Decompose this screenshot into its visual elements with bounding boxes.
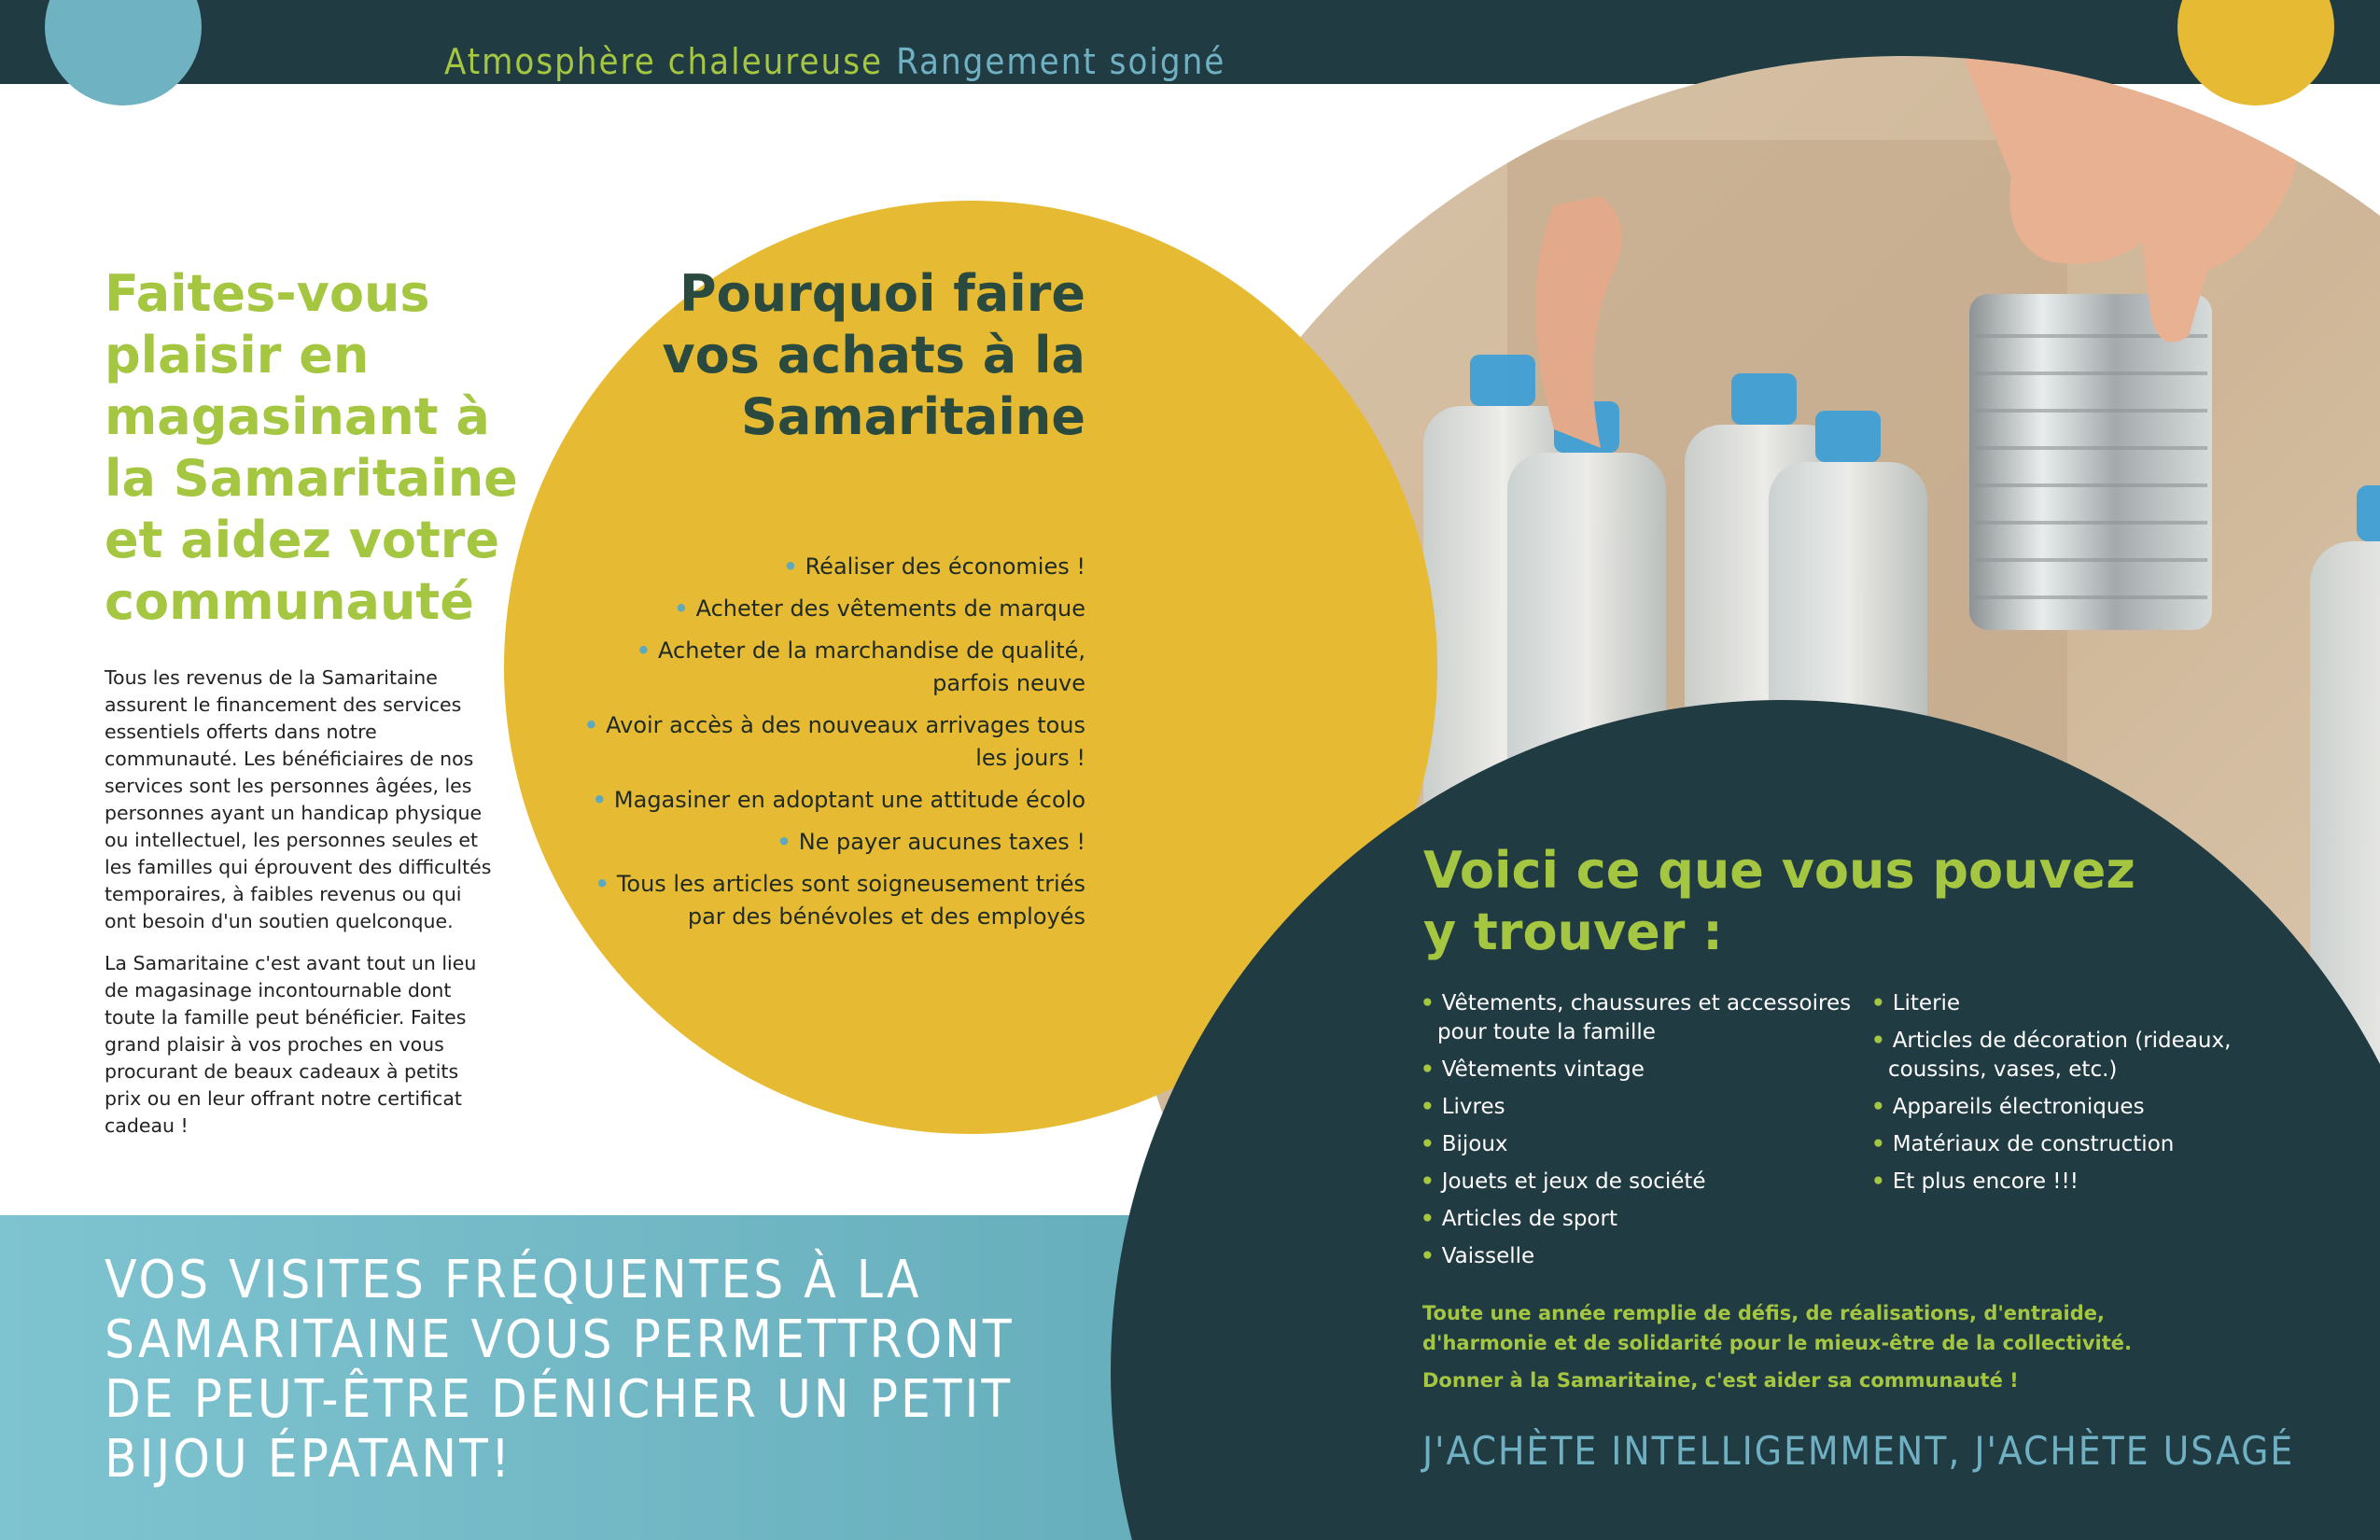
bullet-dot-icon: • [1421, 1095, 1435, 1119]
find-list-right [1871, 989, 2245, 1205]
top-right-decor-circle [2177, 0, 2334, 105]
why-item: • Réaliser des économies ! [783, 553, 1085, 580]
why-item: • Ne payer aucunes taxes ! [777, 829, 1085, 855]
bullet-dot-icon: • [592, 787, 607, 813]
find-item: • Appareils électroniques [1871, 1095, 2145, 1119]
find-item: • Literie [1871, 991, 1961, 1015]
tagline-warm-atmosphere: Atmosphère chaleureuse [444, 41, 884, 82]
intro-paragraph-2: La Samaritaine c'est avant tout un lieu de magasinage incontournable dont toute la famille peut bénéficier. Faites grand plaisir à vos proches en vous procurant de beaux cadeaux à petits prix ou en leur offrant notre certificat cadeau ! [105, 952, 477, 1137]
why-item: • Magasiner en adoptant une attitude écolo [592, 787, 1085, 813]
header-tagline [444, 41, 1225, 82]
bullet-dot-icon: • [777, 829, 791, 855]
bullet-dot-icon: • [583, 712, 599, 738]
find-item: • Livres [1421, 1095, 1505, 1119]
bullet-dot-icon: • [1421, 1207, 1435, 1231]
intro-title: Faites-vous plaisir en magasinant à la Samaritaine et aidez votre communauté [105, 264, 518, 631]
find-item: • Matériaux de construction [1871, 1132, 2175, 1156]
top-left-decor-circle [45, 0, 202, 105]
bullet-dot-icon: • [1871, 1095, 1885, 1119]
bullet-dot-icon: • [1871, 1132, 1885, 1156]
bullet-dot-icon: • [1421, 991, 1435, 1015]
find-note-1: Toute une année remplie de défis, de réalisations, d'entraide, d'harmonie et de solidarité pour le mieux-être de la collectivité. [1422, 1302, 2132, 1354]
slogan: J'ACHÈTE INTELLIGEMMENT, J'ACHÈTE USAGÉ [1422, 1428, 2295, 1474]
bullet-dot-icon: • [595, 871, 609, 897]
bullet-dot-icon: • [636, 637, 651, 664]
bullet-dot-icon: • [1421, 1132, 1435, 1156]
find-item: • Articles de sport [1421, 1207, 1617, 1231]
bullet-dot-icon: • [783, 553, 798, 580]
bullet-dot-icon: • [1871, 991, 1885, 1015]
find-item: • Articles de décoration (rideaux, coussins, vases, etc.) [1871, 1029, 2232, 1082]
why-item: • Acheter des vêtements de marque [674, 595, 1085, 622]
find-item: • Bijoux [1421, 1132, 1508, 1156]
bullet-dot-icon: • [1871, 1029, 1885, 1053]
why-item: • Acheter de la marchandise de qualité, parfois neuve [636, 637, 1085, 696]
find-item: • Vêtements vintage [1421, 1057, 1645, 1082]
why-item: • Avoir accès à des nouveaux arrivages tous les jours ! [583, 712, 1085, 771]
why-list [560, 551, 1085, 943]
intro-text [105, 665, 492, 1155]
bullet-dot-icon: • [674, 595, 689, 622]
find-item: • Vêtements, chaussures et accessoires pour toute la famille [1421, 991, 1852, 1044]
find-item: • Et plus encore !!! [1871, 1169, 2079, 1194]
tagline-neat-storage: Rangement soigné [896, 41, 1226, 82]
visit-band-text: VOS VISITES FRÉQUENTES À LA SAMARITAINE VOUS PERMETTRONT DE PEUT-ÊTRE DÉNICHER UN PETIT BIJOU ÉPATANT! [105, 1250, 1015, 1490]
bullet-dot-icon: • [1871, 1169, 1885, 1194]
find-item: • Jouets et jeux de société [1421, 1169, 1706, 1194]
bullet-dot-icon: • [1421, 1057, 1435, 1082]
bullet-dot-icon: • [1421, 1244, 1435, 1268]
find-list-left [1421, 989, 1869, 1280]
find-note [1422, 1298, 2225, 1403]
why-item: • Tous les articles sont soigneusement triés par des bénévoles et des employés [595, 871, 1085, 930]
intro-paragraph-1: Tous les revenus de la Samaritaine assurent le financement des services essentiels offerts dans notre communauté. Les bénéficiaires de nos services sont les personnes âgées, les personnes ayant un handicap physique ou intellectuel, les personnes seules et les familles qui éprouvent des difficultés temporaires, à faibles revenus ou qui ont besoin d'un soutien quelconque. [105, 666, 492, 932]
find-title: Voici ce que vous pouvez y trouver : [1423, 841, 2135, 961]
why-title: Pourquoi faire vos achats à la Samaritaine [662, 264, 1085, 446]
find-note-2: Donner à la Samaritaine, c'est aider sa communauté ! [1422, 1369, 2019, 1392]
find-item: • Vaisselle [1421, 1244, 1535, 1268]
bullet-dot-icon: • [1421, 1169, 1435, 1194]
